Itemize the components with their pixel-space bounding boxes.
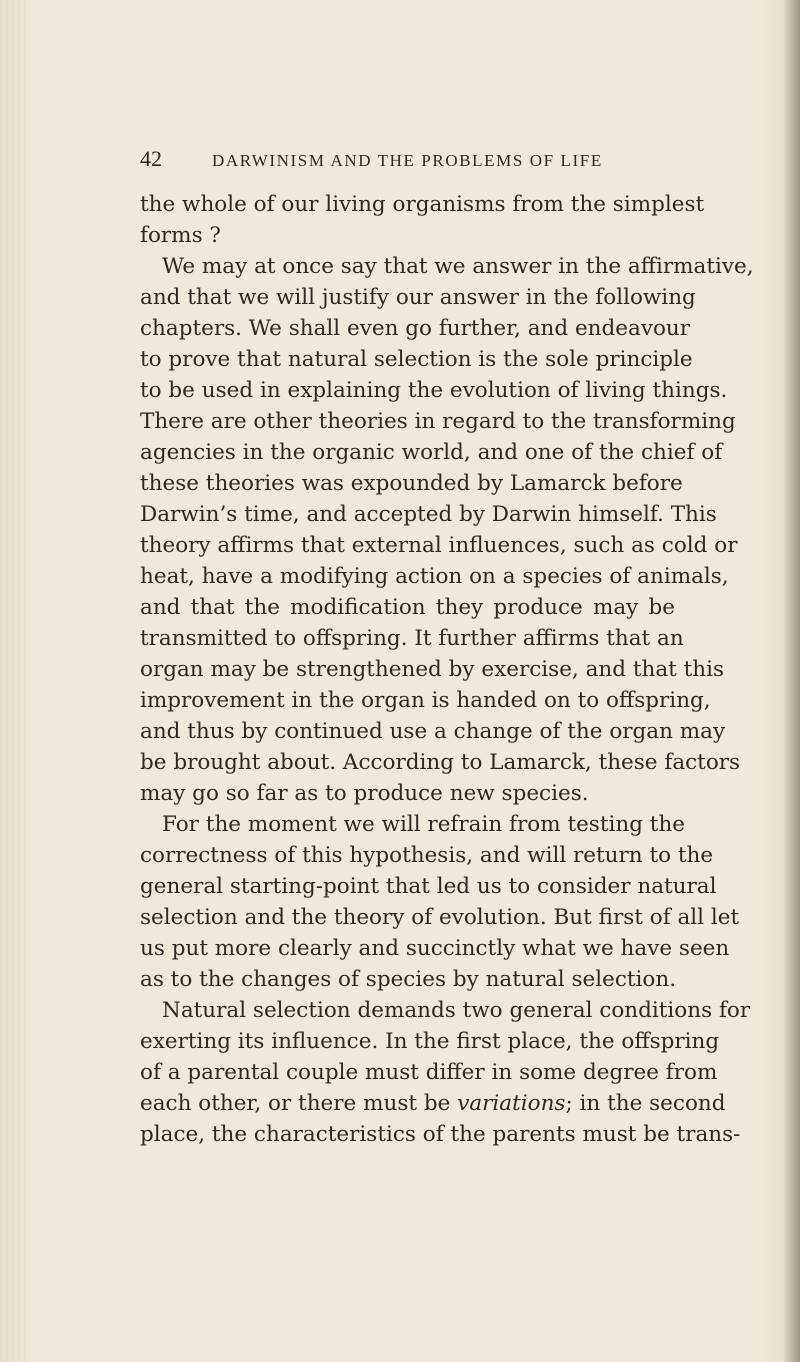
text-line: heat, have a modifying action on a species of animals,	[140, 564, 729, 589]
text-line: We may at once say that we answer in the affirmative,	[162, 254, 754, 279]
text-line: place, the characteristics of the parents must be trans-	[140, 1122, 741, 1147]
text-line: There are other theories in regard to the transforming	[140, 409, 736, 434]
text-segment: ; in the second	[565, 1091, 726, 1116]
text-line: may go so far as to produce new species.	[140, 781, 589, 806]
text-line: selection and the theory of evolution. But first of all let	[140, 905, 740, 930]
text-line: the whole of our living organisms from the simplest	[140, 192, 705, 217]
text-line: improvement in the organ is handed on to offspring,	[140, 688, 711, 713]
text-line: us put more clearly and succinctly what we have seen	[140, 936, 730, 961]
text-segment: each other, or there must be	[140, 1091, 451, 1116]
text-line: to prove that natural selection is the sole principle	[140, 347, 693, 372]
text-line: For the moment we will refrain from testing the	[162, 812, 686, 837]
text-line: transmitted to offspring. It further affirms that an	[140, 626, 684, 651]
text-line: and thus by continued use a change of the organ may	[140, 719, 726, 744]
text-line: exerting its influence. In the first place, the offspring	[140, 1029, 720, 1054]
running-head: DARWINISM AND THE PROBLEMS OF LIFE	[212, 151, 603, 170]
text-line: general starting-point that led us to consider natural	[140, 874, 717, 899]
text-line: Darwin’s time, and accepted by Darwin himself. This	[140, 502, 717, 527]
italic-term: variations	[457, 1091, 566, 1116]
text-line: these theories was expounded by Lamarck before	[140, 471, 683, 496]
text-line: and that we will justify our answer in the following	[140, 285, 696, 310]
text-line: forms ?	[140, 223, 221, 248]
text-line: agencies in the organic world, and one of the chief of	[140, 440, 723, 465]
page-edge-shadow	[784, 0, 800, 1362]
text-line: Natural selection demands two general conditions for	[162, 998, 751, 1023]
text-line-with-italic	[140, 1088, 726, 1119]
text-line: theory affirms that external influences, such as cold or	[140, 533, 738, 558]
text-line: as to the changes of species by natural selection.	[140, 967, 677, 992]
body-text	[140, 189, 754, 1150]
text-line: organ may be strengthened by exercise, and that this	[140, 657, 725, 682]
text-line: chapters. We shall even go further, and endeavour	[140, 316, 691, 341]
page-gutter-shadow	[0, 0, 28, 1362]
text-line: of a parental couple must differ in some degree from	[140, 1060, 718, 1085]
text-line: be brought about. According to Lamarck, these factors	[140, 750, 741, 775]
text-line: and that the modification they produce may be	[140, 595, 675, 620]
text-line: correctness of this hypothesis, and will return to the	[140, 843, 714, 868]
text-line: to be used in explaining the evolution of living things.	[140, 378, 728, 403]
page-number: 42	[140, 146, 162, 171]
page-header	[140, 146, 680, 180]
